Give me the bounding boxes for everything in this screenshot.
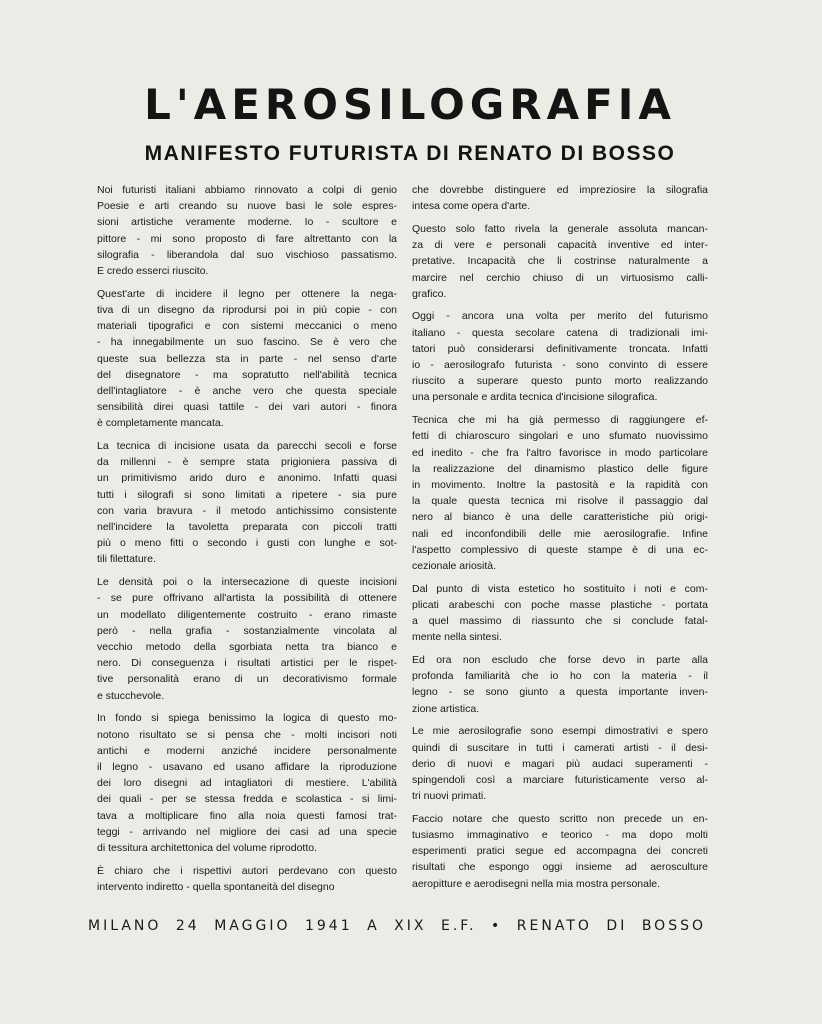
text-line: esperimenti pratici segue ed accompagna dei concreti	[412, 845, 708, 858]
text-line: sioni artistiche veramente moderne. Io - scultore e	[97, 216, 397, 229]
text-line: pretative. Incapacità che li costrinse naturalmente a	[412, 255, 708, 268]
paragraph	[97, 863, 397, 895]
text-line: cezionale ariosità.	[412, 559, 497, 572]
text-line: ed inedito - che fra l'altro favorisce in modo particolare	[412, 446, 708, 459]
text-line: nali ed inconfondibili delle mie aerosilografie. Infine	[412, 527, 708, 540]
text-line: Ed ora non escludo che forse devo in parte alla	[412, 653, 708, 666]
text-line: mente nella sintesi.	[412, 631, 502, 644]
text-line: nell'incidere la tavoletta preparata con piccoli tratti	[97, 521, 397, 534]
text-line: che dovrebbe distinguere ed impreziosire la silografia	[412, 184, 708, 196]
text-line: tusiasmo immaginativo e teorico - ma dopo molti	[412, 829, 708, 842]
paragraph	[97, 710, 397, 856]
text-line: plicati arabeschi con poche masse plastiche - portata	[412, 598, 708, 611]
text-line: Questo solo fatto rivela la generale assoluta mancan-	[412, 222, 708, 235]
paragraph	[412, 182, 708, 214]
text-line: tive personalità erano di un decorativismo formale	[97, 673, 397, 686]
text-line: quindi di suscitare in tutti i camerati artisti - il desi-	[412, 741, 708, 754]
text-line: risultati che espongo oggi insieme ad aerosculture	[412, 861, 708, 874]
text-line: Faccio notare che questo scritto non precede un en-	[412, 812, 708, 825]
text-line: a quel massimo di riassunto che si conclude fatal-	[412, 615, 708, 628]
paragraph	[412, 308, 708, 405]
text-line: italiano - questa secolare catena di tradizionali imi-	[412, 326, 708, 339]
document-body	[88, 182, 708, 936]
text-line: Le mie aerosilografie sono esempi dimostrativi e spero	[412, 725, 708, 738]
text-line: Noi futuristi italiani abbiamo rinnovato a colpi di genio	[97, 184, 397, 196]
text-line: In fondo si spiega benissimo la logica di questo mo-	[97, 712, 397, 725]
paragraph	[97, 574, 397, 704]
text-line: una personale e ardita tecnica d'incisione silografica.	[412, 391, 658, 404]
text-line: il legno - usavano ed usano affidare la riproduzione	[97, 760, 397, 773]
text-line: però - nella grafia - sostanzialmente vincolata al	[97, 624, 397, 637]
text-line: io - aerosilografo futurista - sono convinto di essere	[412, 359, 708, 372]
text-line: è completamente mancata.	[97, 417, 224, 430]
text-line: nero al bianco è una delle caratteristiche più origi-	[412, 511, 708, 524]
text-line: pittore - mi sono proposto di fare altrettanto con la	[97, 232, 397, 245]
paragraph	[412, 221, 708, 302]
text-line: da millenni - è sempre stata prigioniera passiva di	[97, 456, 397, 469]
text-line: e stucchevole.	[97, 689, 165, 702]
text-line: Dal punto di vista estetico ho sostituito i noti e com-	[412, 582, 708, 595]
document-subtitle: MANIFESTO FUTURISTA DI RENATO DI BOSSO	[144, 142, 676, 165]
text-column-left	[97, 182, 397, 902]
text-line: spingendoli così a marciare futuristicamente verso al-	[412, 773, 708, 786]
text-line: tatori può considerarsi definitivamente troncata. Infatti	[412, 342, 708, 355]
text-line: antichi e moderni anziché incidere personalmente	[97, 744, 397, 757]
text-line: tili filettature.	[97, 553, 156, 566]
text-line: aeropitture e aerodisegni nella mia mostra personale.	[412, 877, 661, 890]
text-line: sensibilità direi quasi tattile - dei vari autori - finora	[97, 401, 397, 414]
text-line: dei loro disegni ad intagliatori di mestiere. L'abilità	[97, 777, 397, 790]
text-line: Oggi - ancora una volta per merito del futurismo	[412, 310, 708, 323]
text-line: Tecnica che mi ha già permesso di raggiungere ef-	[412, 414, 708, 427]
text-line: più o meno fitti o secondo i gusti con lunghe e sot-	[97, 537, 397, 550]
text-line: zione artistica.	[412, 702, 480, 715]
document-title: L'AEROSILOGRAFIA	[144, 80, 676, 129]
text-line: l'aspetto complessivo di queste stampe è di una ec-	[412, 543, 708, 556]
text-line: notono risultato se si pensa che - molti incisori noti	[97, 728, 397, 741]
text-line: Le densità poi o la intersecazione di queste incisioni	[97, 576, 397, 589]
text-line: dell'intagliatore - è anche vero che questa speciale	[97, 384, 397, 397]
text-line: con varia bravura - il metodo antichissimo consistente	[97, 504, 397, 517]
text-line: vecchio metodo della sgorbiata netta tra bianco e	[97, 640, 397, 653]
text-column-right	[412, 182, 708, 898]
text-line: dei quali - per se stessa fredda e scolastica - si limi-	[97, 793, 397, 806]
paragraph	[412, 723, 708, 804]
text-line: riuscito a superare questo punto morto realizzando	[412, 375, 708, 388]
text-line: - se pure offrivano all'artista la possibilità di ottenere	[97, 592, 397, 605]
text-line: teggi - arrivando nel migliore dei casi ad una specie	[97, 825, 397, 838]
text-line: - ha innegabilmente un suo fascino. Se è vero che	[97, 336, 397, 349]
text-line: tutti i silografi si sono limitati a ripetere - sia pure	[97, 488, 397, 501]
text-line: fetti di chiaroscuro singolari e uno sfumato nuovissimo	[412, 430, 708, 443]
text-line: queste sua bellezza sta in parte - nel senso d'arte	[97, 352, 397, 365]
text-line: marcire nel cerchio chiuso di un virtuosismo calli-	[412, 271, 708, 284]
text-line: legno - se sono giunto a questa importante inven-	[412, 686, 708, 699]
text-line: Quest'arte di incidere il legno per ottenere la nega-	[97, 287, 397, 300]
text-line: intervento indiretto - quella spontaneità del disegno	[97, 880, 335, 893]
text-line: tri nuovi primati.	[412, 790, 487, 803]
paragraph	[97, 438, 397, 568]
text-line: E credo esserci riuscito.	[97, 265, 209, 278]
paragraph	[412, 652, 708, 717]
text-line: La tecnica di incisione usata da parecchi secoli e forse	[97, 440, 397, 453]
text-line: grafico.	[412, 287, 447, 300]
text-line: la quale questa tecnica mi risolve il passaggio dal	[412, 495, 708, 508]
text-line: tiva di un disegno da riprodursi poi in più copie - con	[97, 303, 397, 316]
date-signature-line: MILANO 24 MAGGIO 1941 A XIX E.F. • RENATO DI BOSSO	[88, 917, 706, 934]
text-line: za di vere e personali capacità inventive ed inter-	[412, 239, 708, 252]
text-line: del disegnatore - ma sopratutto nell'abilità tecnica	[97, 368, 397, 381]
text-line: intesa come opera d'arte.	[412, 200, 531, 213]
text-line: tava a moltiplicare fino alla noia questi famosi trat-	[97, 809, 397, 822]
paragraph	[97, 286, 397, 432]
text-line: È chiaro che i rispettivi autori perdevano con questo	[97, 864, 397, 877]
paragraph	[97, 182, 397, 279]
text-line: derio di nuovi e magari più audaci superamenti -	[412, 757, 708, 770]
paragraph	[412, 412, 708, 574]
text-line: nero. Di conseguenza i risultati artistici per le rispet-	[97, 657, 397, 670]
text-line: Poesie e arti creando su nuove basi le sole espres-	[97, 200, 397, 213]
text-line: di tessitura architettonica del volume riprodotto.	[97, 841, 318, 854]
text-line: un modellato diligentemente costruito - erano rimaste	[97, 608, 397, 621]
text-line: profonda familiarità che io ho con la materia - il	[412, 670, 708, 683]
text-line: un primitivismo arido duro e anonimo. Infatti quasi	[97, 472, 397, 485]
text-line: in movimento. Inoltre la pastosità e la rapidità con	[412, 478, 708, 491]
paragraph	[412, 811, 708, 892]
text-line: la realizzazione del dinamismo plastico delle figure	[412, 462, 708, 475]
text-line: materiali tipografici e con sistemi meccanici o meno	[97, 320, 397, 333]
text-line: silografia - liberandola dal suo vischioso passatismo.	[97, 248, 397, 261]
paragraph	[412, 581, 708, 646]
text-columns	[97, 182, 708, 902]
